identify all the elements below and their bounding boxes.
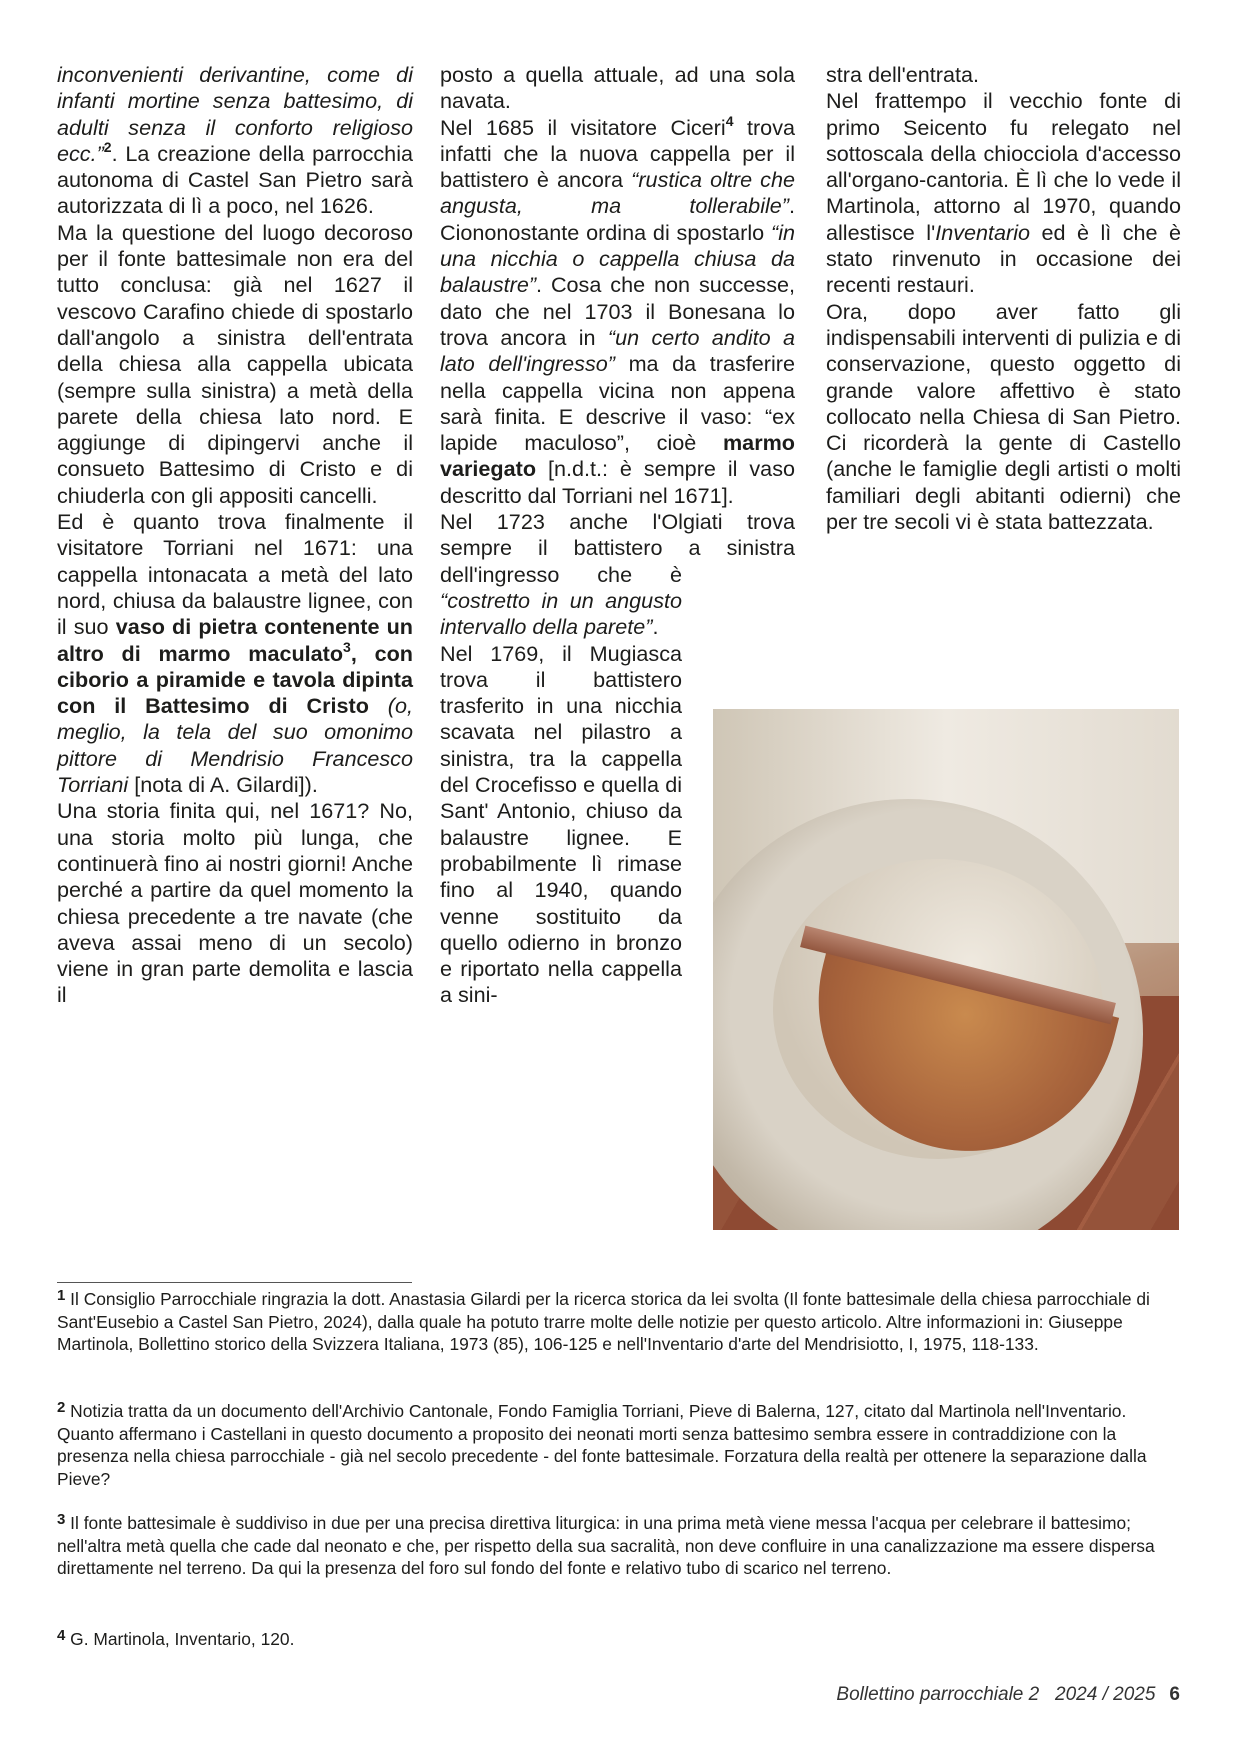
footnote-reference[interactable]: 2 bbox=[103, 138, 112, 155]
footnote-text: Il Consiglio Parrocchiale ringrazia la dott. Anastasia Gilardi per la ricerca storica da lei svolta (Il fonte battesimale della chiesa parrocchiale di Sant'Eusebio a Castel San Pietro, 2024), dalla quale ha potuto trarre molte delle notizie per questo articolo. Altre informazioni in: Giuseppe Martinola, Bollettino storico della Svizzera Italiana, 1973 (85), 106-125 e nell'Inventario d'arte del Mendrisiotto, I, 1975, 118-133. bbox=[57, 1289, 1150, 1354]
footnote-number: 3 bbox=[57, 1511, 66, 1528]
paragraph bbox=[57, 220, 413, 509]
footnote-2 bbox=[57, 1400, 1177, 1490]
text-run: posto a quella attuale, ad una sola navata. bbox=[440, 62, 795, 114]
text-run: “un certo andito a lato dell'ingresso” bbox=[440, 324, 795, 377]
paragraph bbox=[440, 112, 796, 509]
text-run: Ma la questione del luogo decoroso per il fonte battesimale non era del tutto conclusa: già nel 1627 il vescovo Carafino chiede di spostarlo dall'angolo a sinistra dell'entrata della chiesa alla cappella ubicata (sempre sulla sinistra) a metà della parete della chiesa lato nord. E aggiunge di dipingervi anche il consueto Battesimo di Cristo e di chiuderla con gli appositi cancelli. bbox=[57, 219, 413, 508]
paragraph bbox=[57, 62, 413, 220]
footnote-text: Il fonte battesimale è suddiviso in due per una precisa direttiva liturgica: in una prima metà viene messa l'acqua per celebrare il battesimo; nell'altra metà quella che cade dal neonato e che, per rispetto della sua sacralità, non deve confluire in una canalizzazione ma essere dispersa direttamente nel terreno. Da qui la presenza del foro sul fondo del fonte e relativo tubo di scarico nel terreno. bbox=[57, 1513, 1155, 1578]
text-run: stra dell'entrata. bbox=[826, 62, 979, 87]
footnote-text: Notizia tratta da un documento dell'Archivio Cantonale, Fondo Famiglia Torriani, Pieve di Balerna, 127, citato dal Martinola nell'Inventario. Quanto affermano i Castellani in questo documento a proposito dei neonati morti senza battesimo sembra essere in contraddizione con la presenza nella chiesa parrocchiale - già nel secolo precedente - del fonte battesimale. Forzatura della realtà per ottenere la separazione dalla Pieve? bbox=[57, 1401, 1147, 1489]
text-run: . Ciononostante ordina di spostarlo bbox=[440, 193, 795, 245]
column-2-lower bbox=[440, 562, 682, 1009]
footnote-3 bbox=[57, 1512, 1177, 1580]
text-run: , con ciborio a piramide e tavola dipinta con il Battesimo di Cristo bbox=[57, 640, 413, 719]
page-number: 6 bbox=[1169, 1684, 1180, 1705]
text-run: “costretto in un angusto intervallo della parete” bbox=[440, 587, 682, 640]
paragraph bbox=[826, 299, 1181, 536]
paragraph bbox=[57, 509, 413, 798]
publication-title: Bollettino parrocchiale 2 2024 / 2025 bbox=[836, 1684, 1156, 1705]
footnote-number: 4 bbox=[57, 1627, 66, 1644]
text-run: (o, meglio, la tela del suo omonimo pittore di Mendrisio Francesco Torriani bbox=[57, 693, 414, 798]
text-run: Nel 1769, il Mugiasca trova il battistero trasferito in una nicchia scavata nel pilastro a sinistra, tra la cappella del Crocefisso e quella di Sant' Antonio, chiuso da balaustre lignee. E probabilmente lì rimase fino al 1940, quando venne sostituito da quello odierno in bronzo e riportato nella cappella a sini- bbox=[440, 640, 682, 1008]
footnote-number: 1 bbox=[57, 1287, 66, 1304]
column-2-upper bbox=[440, 62, 795, 562]
text-run: Una storia finita qui, nel 1671? No, una storia molto più lunga, che continuerà fino ai nostri giorni! Anche perché a partire da quel momento la chiesa precedente a tre navate (che aveva assai meno di un secolo) viene in gran parte demolita e lascia il bbox=[57, 798, 413, 1008]
text-run: Inventario bbox=[935, 219, 1031, 245]
footnote-reference[interactable]: 3 bbox=[343, 638, 351, 655]
baptismal-font-photo bbox=[713, 709, 1179, 1230]
text-run: “rustica oltre che angusta, ma tollerabile” bbox=[440, 167, 795, 219]
text-run: . bbox=[652, 614, 659, 640]
footnote-text: G. Martinola, Inventario, 120. bbox=[65, 1629, 295, 1649]
paragraph bbox=[440, 641, 682, 1009]
text-run: marmo variegato bbox=[440, 430, 795, 482]
text-run: [n.d.t.: è sempre il vaso descritto dal Torriani nel 1671]. bbox=[440, 456, 795, 508]
text-run: Nel 1685 il visitatore Ciceri bbox=[440, 114, 726, 140]
text-run: [nota di A. Gilardi]). bbox=[128, 772, 318, 798]
paragraph bbox=[440, 62, 795, 115]
text-run: inconvenienti derivantine, come di infanti mortine senza battesimo, di adulti senza il conforto religioso ecc.” bbox=[57, 62, 413, 166]
footnote-reference[interactable]: 4 bbox=[725, 112, 734, 129]
text-run: . Cosa che non successe, dato che nel 1703 il Bonesana lo trova ancora in bbox=[440, 272, 795, 350]
text-run: Nel 1723 anche l'Olgiati trova sempre il battistero a sinistra bbox=[440, 509, 795, 561]
paragraph bbox=[440, 509, 795, 562]
text-run: ma da trasferire nella cappella vicina non appena sarà finita. E descrive il vaso: “ex lapide maculoso”, cioè bbox=[440, 351, 795, 456]
text-run: “in una nicchia o cappella chiusa da balaustre” bbox=[440, 219, 795, 298]
paragraph bbox=[826, 62, 1181, 88]
paragraph bbox=[440, 562, 682, 641]
text-column-1 bbox=[57, 62, 413, 1009]
text-run: . La creazione della parrocchia autonoma di Castel San Pietro sarà autorizzata di lì a poco, nel 1626. bbox=[57, 140, 413, 219]
text-run: dell'ingresso che è bbox=[440, 561, 682, 587]
footnote-1 bbox=[57, 1288, 1177, 1356]
footnote-4 bbox=[57, 1628, 1177, 1651]
footnote-divider bbox=[57, 1282, 412, 1283]
text-run: Ora, dopo aver fatto gli indispensabili interventi di pulizia e di conservazione, questo oggetto di grande valore affettivo è stato collocato nella Chiesa di San Pietro. Ci ricorderà la gente di Castello (anche le famiglie degli artisti o molti familiari degli abitanti odierni) che per tre secoli vi è stata battezzata. bbox=[826, 298, 1181, 535]
text-run: trova infatti che la nuova cappella per il battistero è ancora bbox=[440, 114, 796, 193]
paragraph bbox=[826, 88, 1181, 298]
text-column-3 bbox=[826, 62, 1181, 535]
page-footer bbox=[836, 1684, 1180, 1706]
footnote-number: 2 bbox=[57, 1399, 66, 1416]
text-run: ed è lì che è stato rinvenuto in occasione dei recenti restauri. bbox=[826, 219, 1181, 298]
text-run: Nel frattempo il vecchio fonte di primo Seicento fu relegato nel sottoscala della chiocciola d'accesso all'organo-cantoria. È lì che lo vede il Martinola, attorno al 1970, quando allestisce l' bbox=[826, 88, 1181, 245]
text-run: vaso di pietra contenente un altro di marmo maculato bbox=[57, 614, 413, 666]
paragraph bbox=[57, 798, 413, 1008]
text-run: Ed è quanto trova finalmente il visitatore Torriani nel 1671: una cappella intonacata a metà del lato nord, chiusa da balaustre lignee, con il suo bbox=[57, 509, 413, 640]
